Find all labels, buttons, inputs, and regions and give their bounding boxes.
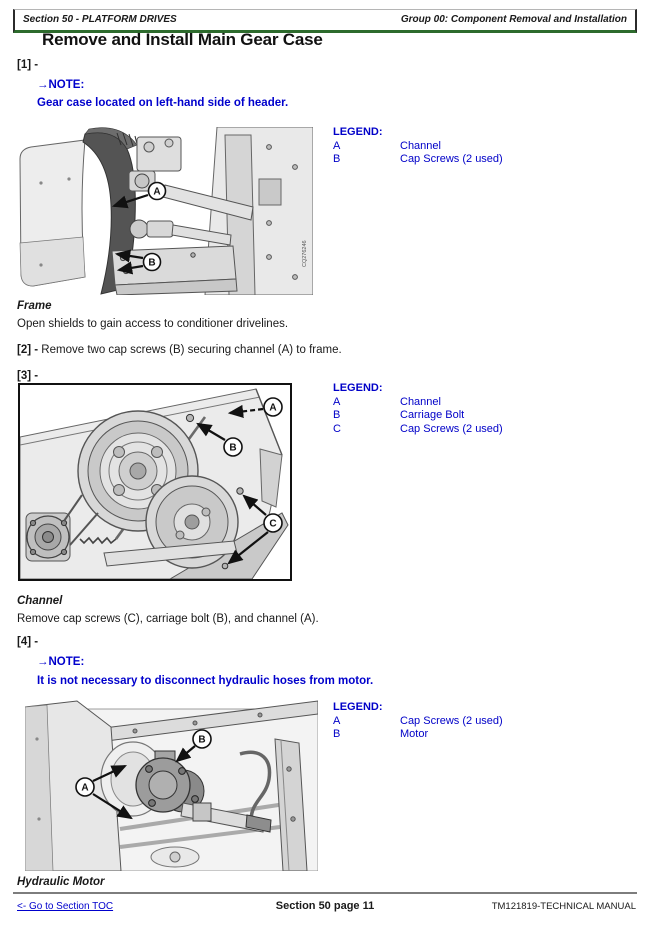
legend-row xyxy=(333,409,503,423)
legend-row xyxy=(333,715,503,729)
figure-hydraulic-motor xyxy=(25,699,318,876)
header-section-label: Section 50 - PLATFORM DRIVES xyxy=(23,14,177,25)
step-2-label: [2] - xyxy=(17,344,39,356)
figure-frame-illustration xyxy=(17,127,313,295)
figure-hydraulic-motor-illustration xyxy=(25,699,318,871)
callout-b: B xyxy=(148,257,156,269)
header-group-label: Group 00: Component Removal and Installation xyxy=(400,14,627,25)
figure-channel xyxy=(18,383,292,581)
legend-title: LEGEND: xyxy=(333,382,383,394)
legend-row xyxy=(333,396,503,410)
legend-hydraulic-motor xyxy=(333,701,503,742)
legend-key: A xyxy=(333,139,341,152)
figure-channel-illustration xyxy=(20,385,290,579)
footer-manual-id: TM121819-TECHNICAL MANUAL xyxy=(491,901,636,912)
figure-frame xyxy=(17,127,313,300)
step-4-note-label: →NOTE: xyxy=(37,656,85,668)
step-2-text: Remove two cap screws (B) securing channel (A) to frame. xyxy=(41,344,342,356)
legend-title: LEGEND: xyxy=(333,126,383,138)
step-2 xyxy=(17,344,342,356)
legend-key: C xyxy=(333,422,341,435)
legend-table xyxy=(333,140,503,167)
figure-id-watermark: CQ276246 xyxy=(302,240,308,267)
legend-row xyxy=(333,423,503,437)
callout-a: A xyxy=(153,186,161,198)
legend-value: Motor xyxy=(400,728,429,740)
footer-page-number: Section 50 page 11 xyxy=(275,900,375,912)
step-1-note-label: →NOTE: xyxy=(37,79,85,91)
legend-row xyxy=(333,140,503,154)
page-title: Remove and Install Main Gear Case xyxy=(42,30,323,49)
legend-value: Cap Screws (2 used) xyxy=(400,422,503,435)
legend-value: Cap Screws (2 used) xyxy=(400,153,503,165)
legend-value: Channel xyxy=(400,139,441,152)
figure-frame-caption: Frame xyxy=(17,300,52,312)
figure-channel-description: Remove cap screws (C), carriage bolt (B), and channel (A). xyxy=(17,613,319,625)
legend-title: LEGEND: xyxy=(333,701,383,713)
legend-table xyxy=(333,396,503,437)
step-4-note-text: It is not necessary to disconnect hydraulic hoses from motor. xyxy=(37,675,374,687)
step-1-note-text: Gear case located on left-hand side of header. xyxy=(37,97,289,109)
legend-key: B xyxy=(333,153,341,165)
callout-c: C xyxy=(269,518,277,530)
legend-value: Carriage Bolt xyxy=(400,409,465,421)
page-footer xyxy=(0,899,650,919)
legend-row xyxy=(333,728,503,742)
legend-frame xyxy=(333,126,503,167)
step-4-label: [4] - xyxy=(17,636,39,648)
figure-channel-caption: Channel xyxy=(17,595,63,607)
callout-a: A xyxy=(269,402,277,414)
legend-value: Channel xyxy=(400,395,441,408)
legend-key: B xyxy=(333,728,341,740)
legend-row xyxy=(333,153,503,167)
figure-frame-description: Open shields to gain access to conditioner drivelines. xyxy=(17,318,289,330)
step-3-label: [3] - xyxy=(17,370,39,382)
callout-a: A xyxy=(81,782,89,794)
legend-key: B xyxy=(333,409,341,421)
callout-b: B xyxy=(229,442,237,454)
figure-hydraulic-motor-caption: Hydraulic Motor xyxy=(17,876,105,888)
legend-channel xyxy=(333,382,503,436)
step-1-label: [1] - xyxy=(17,59,39,71)
legend-value: Cap Screws (2 used) xyxy=(400,714,503,727)
footer-divider xyxy=(13,892,637,894)
callout-b: B xyxy=(198,734,206,746)
legend-key: A xyxy=(333,714,341,727)
legend-key: A xyxy=(333,395,341,408)
legend-table xyxy=(333,715,503,742)
go-to-section-toc-link[interactable]: <- Go to Section TOC xyxy=(17,901,114,912)
